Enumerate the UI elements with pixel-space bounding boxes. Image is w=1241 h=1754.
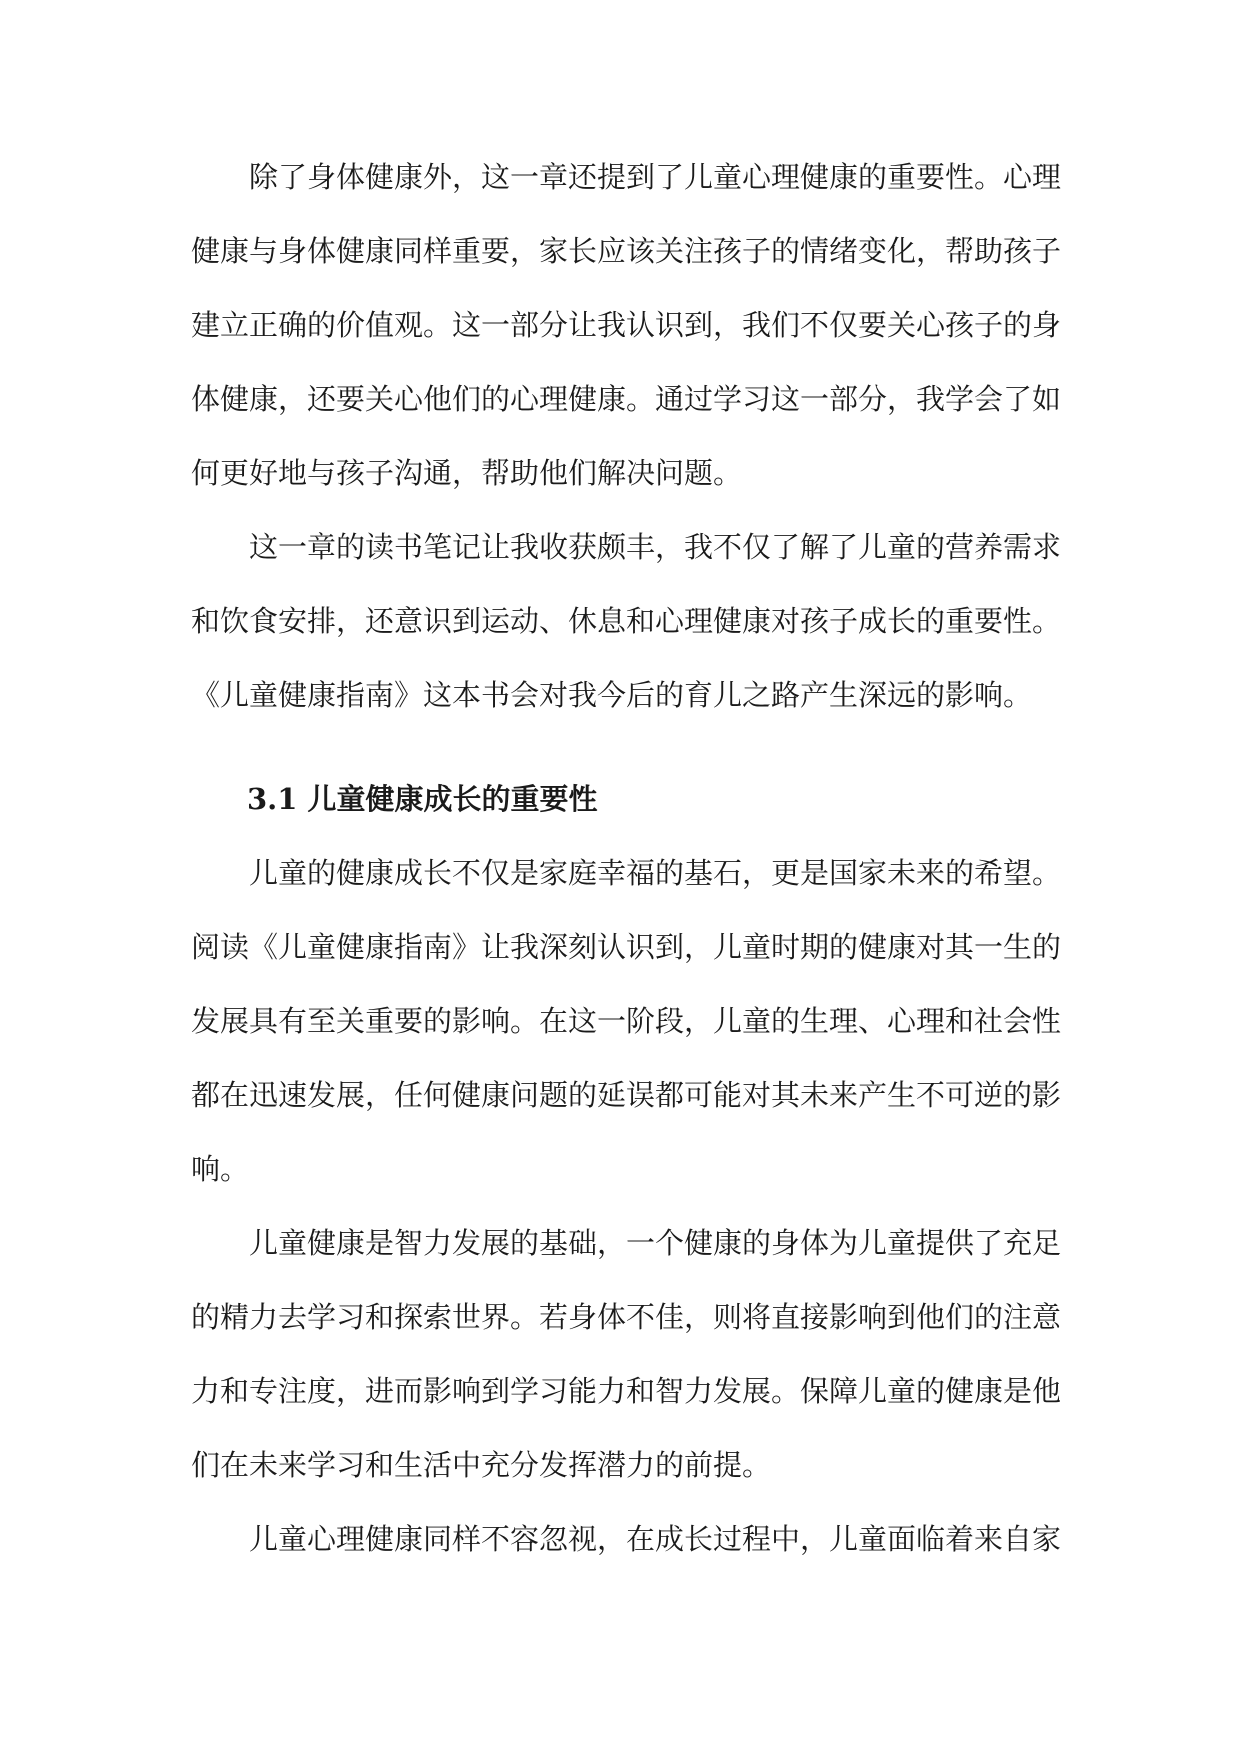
- text-line: 响。: [191, 1152, 250, 1186]
- text-line: 何更好地与孩子沟通，帮助他们解决问题。: [191, 456, 743, 490]
- text-line: 阅读《儿童健康指南》让我深刻认识到，儿童时期的健康对其一生的: [191, 930, 1062, 964]
- paragraph: [191, 1502, 1062, 1576]
- text-line: 们在未来学习和生活中充分发挥潜力的前提。: [191, 1448, 772, 1482]
- text-line: 都在迅速发展，任何健康问题的延误都可能对其未来产生不可逆的影: [191, 1078, 1062, 1112]
- paragraph: [191, 1206, 1062, 1502]
- text-line: 发展具有至关重要的影响。在这一阶段，儿童的生理、心理和社会性: [191, 1004, 1062, 1038]
- paragraph: [191, 836, 1062, 1206]
- text-line: 体健康，还要关心他们的心理健康。通过学习这一部分，我学会了如: [191, 382, 1062, 416]
- paragraph: [191, 140, 1062, 510]
- text-line: 儿童健康是智力发展的基础，一个健康的身体为儿童提供了充足: [249, 1226, 1062, 1260]
- text-line: 的精力去学习和探索世界。若身体不佳，则将直接影响到他们的注意: [191, 1300, 1062, 1334]
- section-heading: 3.1 儿童健康成长的重要性: [247, 782, 598, 816]
- text-line: 和饮食安排，还意识到运动、休息和心理健康对孩子成长的重要性。: [191, 604, 1062, 638]
- text-line: 建立正确的价值观。这一部分让我认识到，我们不仅要关心孩子的身: [191, 308, 1062, 342]
- text-line: 除了身体健康外，这一章还提到了儿童心理健康的重要性。心理: [249, 160, 1062, 194]
- text-line: 《儿童健康指南》这本书会对我今后的育儿之路产生深远的影响。: [191, 678, 1033, 712]
- paragraph: [191, 510, 1062, 732]
- document-page: [191, 140, 1062, 1576]
- text-line: 儿童的健康成长不仅是家庭幸福的基石，更是国家未来的希望。: [249, 856, 1062, 890]
- text-line: 力和专注度，进而影响到学习能力和智力发展。保障儿童的健康是他: [191, 1374, 1062, 1408]
- text-line: 健康与身体健康同样重要，家长应该关注孩子的情绪变化，帮助孩子: [191, 234, 1062, 268]
- text-line: 这一章的读书笔记让我收获颇丰，我不仅了解了儿童的营养需求: [249, 530, 1062, 564]
- text-line: 儿童心理健康同样不容忽视，在成长过程中，儿童面临着来自家: [249, 1522, 1062, 1556]
